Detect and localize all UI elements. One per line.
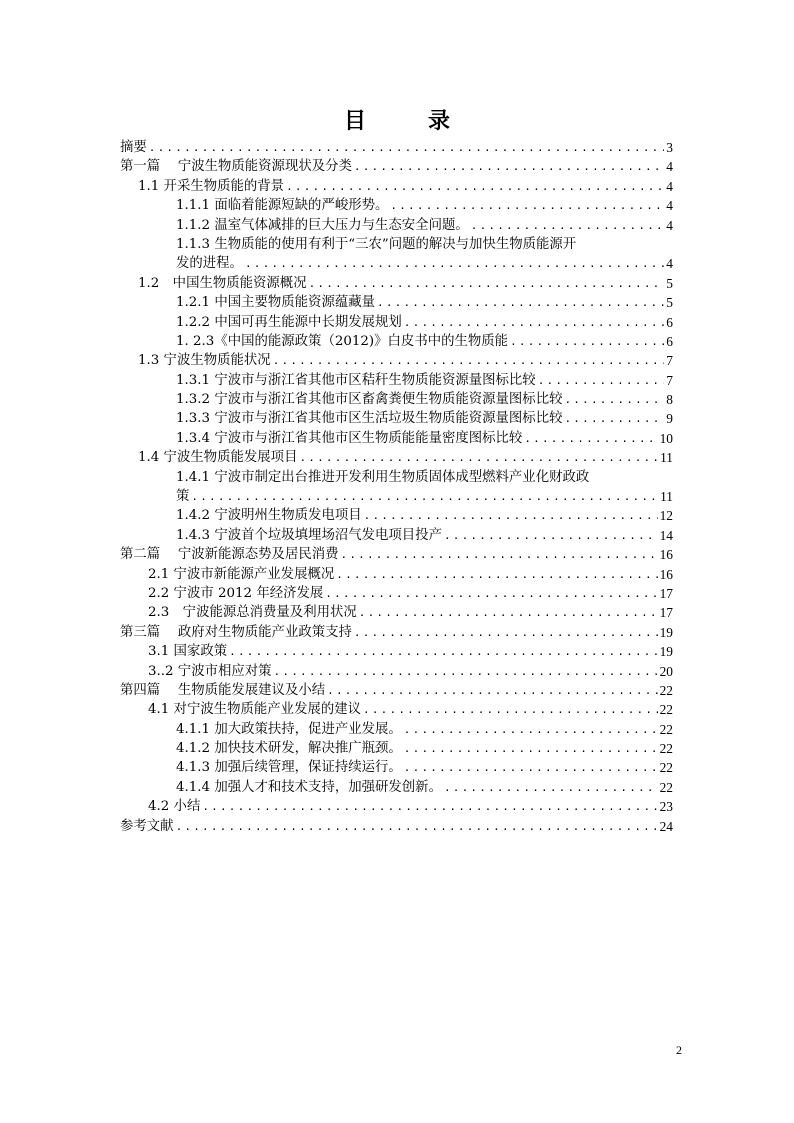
toc-dot-leader <box>363 700 658 719</box>
toc-entry-page: 22 <box>659 779 673 795</box>
toc-entry-title: 摘要 <box>120 139 147 155</box>
toc-dot-leader <box>444 526 658 545</box>
toc-entry-page: 17 <box>659 585 673 601</box>
toc-entry-title: 1.2.1 中国主要物质能资源蕴藏量 <box>176 295 376 311</box>
toc-entry-title: 1.2.2 中国可再生能源中长期发展规划 <box>176 314 402 330</box>
toc-dot-leader <box>471 216 665 235</box>
toc-dot-leader <box>202 797 657 816</box>
toc-entry[interactable] <box>120 681 673 700</box>
toc-entry[interactable] <box>120 216 673 235</box>
toc-entry-page: 14 <box>659 527 673 543</box>
toc-entry[interactable] <box>120 429 673 448</box>
toc-entry-title: 第二篇 宁波新能源态势及居民消费 <box>120 547 339 563</box>
toc-entry-title: 3.1 国家政策 <box>148 644 228 660</box>
toc-dot-leader <box>245 254 664 273</box>
toc-entry[interactable] <box>120 332 673 351</box>
toc-entry-title: 4.1.2 加快技术研发，解决推广瓶颈。 <box>176 741 402 757</box>
toc-entry-title: 第一篇 宁波生物质能资源现状及分类 <box>120 159 352 175</box>
toc-dot-leader <box>176 817 658 836</box>
toc-entry-page: 6 <box>666 333 673 349</box>
toc-entry-title: 4.2 小结 <box>148 799 201 815</box>
toc-entry-title: 1.3.3 宁波市与浙江省其他市区生活垃圾生物质能资源量图标比较 <box>176 411 563 427</box>
toc-dot-leader <box>299 448 658 467</box>
toc-dot-leader <box>286 177 664 196</box>
toc-entry-title: 1.1.1 面临着能源短缺的严峻形势。 <box>176 198 389 214</box>
toc-dot-leader <box>354 623 658 642</box>
toc-entry[interactable] <box>120 545 673 564</box>
toc-dot-leader <box>377 293 664 312</box>
toc-entry-title: 4.1.4 加强人才和技术支持，加强研发创新。 <box>176 779 442 795</box>
toc-entry-title: 1.3.1 宁波市与浙江省其他市区秸秆生物质能资源量图标比较 <box>176 372 536 388</box>
toc-entry-title: 1.3 宁波生物质能状况 <box>138 353 271 369</box>
toc-entry-page: 11 <box>660 450 673 466</box>
toc-entry-page: 22 <box>659 721 673 737</box>
toc-dot-leader <box>229 642 657 661</box>
toc-dot-leader <box>364 506 658 525</box>
toc-dot-leader <box>404 313 665 332</box>
toc-entry-title: 4.1.1 加大政策扶持，促进产业发展。 <box>176 721 402 737</box>
toc-entry-page: 19 <box>659 624 673 640</box>
toc-entry-title: 1.4.2 宁波明州生物质发电项目 <box>176 508 362 524</box>
toc-entry[interactable] <box>120 196 673 215</box>
toc-entry-page: 19 <box>659 644 673 660</box>
toc-entry[interactable] <box>120 603 673 622</box>
toc-dot-leader <box>149 138 665 157</box>
toc-entry-title: 1. 2.3《中国的能源政策（2012)》白皮书中的生物质能 <box>176 333 509 349</box>
toc-entry-title: 4.1.3 加强后续管理，保证持续运行。 <box>176 760 402 776</box>
toc-dot-leader <box>274 662 658 681</box>
toc-entry-page: 22 <box>659 760 673 776</box>
toc-dot-leader <box>273 351 665 370</box>
toc-entry-title: 策 <box>176 489 190 505</box>
toc-dot-leader <box>564 409 664 428</box>
toc-entry[interactable] <box>120 506 673 525</box>
toc-entry[interactable] <box>120 759 673 778</box>
toc-dot-leader <box>341 545 658 564</box>
toc-entry[interactable] <box>120 313 673 332</box>
toc-entry[interactable] <box>120 565 673 584</box>
toc-entry-page: 22 <box>659 702 673 718</box>
toc-entry[interactable] <box>120 254 673 273</box>
toc-dot-leader <box>510 332 664 351</box>
toc-entry[interactable] <box>120 487 673 506</box>
page-number: 2 <box>676 1043 682 1057</box>
toc-entry-title: 1.4.1 宁波市制定出台推进开发利用生物质固体成型燃料产业化财政政 <box>176 469 590 485</box>
toc-dot-leader <box>444 778 658 797</box>
toc-entry-page: 23 <box>659 799 673 815</box>
toc-entry[interactable] <box>120 448 673 467</box>
toc-entry-title: 1.3.4 宁波市与浙江省其他市区生物质能能量密度图标比较 <box>176 430 523 446</box>
toc-entry-page: 3 <box>666 139 673 155</box>
toc-entry-page: 11 <box>660 489 673 505</box>
toc-entry[interactable] <box>120 371 673 390</box>
toc-entry[interactable] <box>120 351 673 370</box>
toc-entry-page: 9 <box>666 411 673 427</box>
toc-entry-title: 1.4 宁波生物质能发展项目 <box>138 450 298 466</box>
toc-dot-leader <box>359 603 658 622</box>
toc-entry[interactable] <box>120 157 673 176</box>
toc-entry-page: 7 <box>666 372 673 388</box>
toc-entry-page: 16 <box>659 547 673 563</box>
toc-entry-title: 2.3 宁波能源总消费量及利用状况 <box>148 605 357 621</box>
toc-entry-page: 4 <box>666 178 673 194</box>
toc-entry[interactable] <box>120 720 673 739</box>
toc-dot-leader <box>404 720 658 739</box>
toc-entry-page: 17 <box>659 605 673 621</box>
toc-entry-title: 2.2 宁波市 2012 年经济发展 <box>148 585 324 601</box>
toc-entry-title: 1.1 开采生物质能的背景 <box>138 178 285 194</box>
toc-dot-leader <box>404 739 658 758</box>
toc-entry[interactable] <box>120 817 673 836</box>
toc-dot-leader <box>564 390 664 409</box>
toc-dot-leader <box>191 487 658 506</box>
page-title: 目 录 <box>343 108 470 134</box>
toc-entry-title: 1.1.3 生物质能的使用有利于“三农”问题的解决与加快生物质能源开 <box>176 236 577 252</box>
toc-entry-page: 4 <box>666 256 673 272</box>
toc-entry[interactable] <box>120 642 673 661</box>
toc-entry-title: 1.2 中国生物质能资源概况 <box>138 275 307 291</box>
toc-entry-page: 16 <box>659 566 673 582</box>
toc-entry[interactable] <box>120 778 673 797</box>
toc-entry-page: 5 <box>666 295 673 311</box>
toc-entry-page: 22 <box>659 682 673 698</box>
toc-entry-page: 5 <box>666 275 673 291</box>
toc-entry[interactable] <box>120 468 673 487</box>
toc-entry-title: 发的进程。 <box>176 256 243 272</box>
toc-entry-title: 1.3.2 宁波市与浙江省其他市区畜禽粪便生物质能资源量图标比较 <box>176 392 563 408</box>
toc-entry-page: 20 <box>659 663 673 679</box>
toc-entry-page: 10 <box>659 430 673 446</box>
toc-entry-title: 4.1 对宁波生物质能产业发展的建议 <box>148 702 362 718</box>
toc-dot-leader <box>327 681 657 700</box>
toc-entry-page: 4 <box>666 217 673 233</box>
toc-entry[interactable] <box>120 700 673 719</box>
toc-entry[interactable] <box>120 526 673 545</box>
toc-entry-page: 6 <box>666 314 673 330</box>
toc-entry[interactable] <box>120 584 673 603</box>
toc-entry[interactable] <box>120 797 673 816</box>
toc-dot-leader <box>404 758 658 777</box>
toc-dot-leader <box>390 196 664 215</box>
toc-entry[interactable] <box>120 177 673 196</box>
toc-entry-title: 1.1.2 温室气体减排的巨大压力与生态安全问题。 <box>176 217 469 233</box>
toc-entry-page: 24 <box>659 818 673 834</box>
toc-entry-page: 12 <box>659 508 673 524</box>
toc-entry-page: 22 <box>659 741 673 757</box>
toc-entry-title: 1.4.3 宁波首个垃圾填埋场沼气发电项目投产 <box>176 527 442 543</box>
toc-entry-page: 8 <box>666 392 673 408</box>
toc-entry-title: 参考文献 <box>120 818 174 834</box>
toc-dot-leader <box>538 371 665 390</box>
toc-entry[interactable] <box>120 409 673 428</box>
toc-entry[interactable] <box>120 138 673 157</box>
toc-entry-title: 第三篇 政府对生物质能产业政策支持 <box>120 624 352 640</box>
toc-dot-leader <box>524 429 657 448</box>
toc-entry[interactable] <box>120 293 673 312</box>
toc-entry[interactable] <box>120 274 673 293</box>
toc-entry-page: 4 <box>666 159 673 175</box>
toc-entry[interactable] <box>120 662 673 681</box>
toc-entry-page: 4 <box>666 198 673 214</box>
toc-dot-leader <box>325 584 657 603</box>
toc-dot-leader <box>354 157 664 176</box>
toc-entry[interactable] <box>120 390 673 409</box>
toc-entry-title: 2.1 宁波市新能源产业发展概况 <box>148 566 335 582</box>
toc-entry-title: 第四篇 生物质能发展建议及小结 <box>120 682 326 698</box>
toc-dot-leader <box>336 565 657 584</box>
toc-entry[interactable] <box>120 739 673 758</box>
toc-entry-page: 7 <box>666 353 673 369</box>
toc-entry[interactable] <box>120 235 673 254</box>
toc-dot-leader <box>309 274 665 293</box>
toc-entry-title: 3..2 宁波市相应对策 <box>148 663 272 679</box>
table-of-contents <box>120 138 673 836</box>
toc-entry[interactable] <box>120 623 673 642</box>
